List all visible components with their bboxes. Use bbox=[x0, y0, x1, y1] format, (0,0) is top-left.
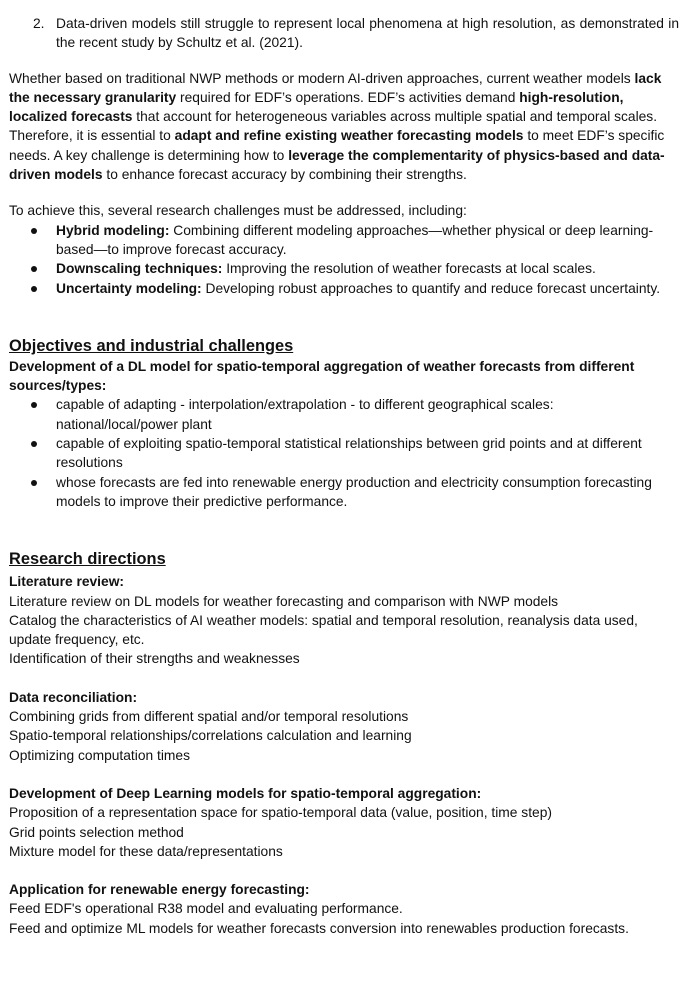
list-item bbox=[9, 259, 679, 278]
item-text: Improving the resolution of weather forecasts at local scales. bbox=[222, 261, 596, 277]
section-title: Application for renewable energy forecasting: bbox=[9, 882, 310, 898]
objectives-list bbox=[9, 395, 679, 511]
section-line: Feed and optimize ML models for weather forecasts conversion into renewables production forecasts. bbox=[9, 920, 629, 936]
bullet-icon bbox=[31, 286, 37, 292]
section-line: Feed EDF's operational R38 model and evaluating performance. bbox=[9, 901, 403, 917]
section-line: Identification of their strengths and weaknesses bbox=[9, 651, 300, 667]
item-label: Uncertainty modeling: bbox=[56, 280, 202, 296]
section-line: Literature review on DL models for weather forecasting and comparison with NWP models bbox=[9, 593, 559, 609]
section-title: Development of Deep Learning models for spatio-temporal aggregation: bbox=[9, 785, 482, 801]
research-section bbox=[9, 572, 679, 668]
bullet-icon bbox=[31, 228, 37, 234]
list-item bbox=[9, 395, 679, 434]
research-section bbox=[9, 880, 679, 938]
section-line: Catalog the characteristics of AI weather models: spatial and temporal resolution, reanalysis data used, update frequency, etc. bbox=[9, 612, 638, 648]
bullet-icon bbox=[31, 480, 37, 486]
list-item bbox=[9, 221, 679, 260]
research-section bbox=[9, 784, 679, 861]
text-run: that account for heterogeneous variables across multiple spatial and temporal scales. Therefore, it is essential to bbox=[9, 109, 658, 144]
section-title: Data reconciliation: bbox=[9, 689, 138, 705]
text-run: required for EDF’s operations. EDF’s activities demand bbox=[176, 89, 520, 105]
list-item bbox=[9, 434, 679, 473]
list-item bbox=[9, 279, 679, 298]
item-label: Downscaling techniques: bbox=[56, 261, 223, 277]
text-run: to meet EDF’s specific needs. A key challenge is determining how to bbox=[9, 128, 665, 163]
section-line: Mixture model for these data/representations bbox=[9, 843, 283, 859]
research-heading: Research directions bbox=[9, 550, 166, 569]
numbered-list-item bbox=[9, 14, 679, 53]
text-run: Whether based on traditional NWP methods or modern AI-driven approaches, current weather models bbox=[9, 70, 635, 86]
bullet-icon bbox=[31, 402, 37, 408]
section-line: Proposition of a representation space for spatio-temporal data (value, position, time step) bbox=[9, 805, 552, 821]
objectives-heading: Objectives and industrial challenges bbox=[9, 336, 294, 355]
objectives-subheading: Development of a DL model for spatio-temporal aggregation of weather forecasts from different sources/types: bbox=[9, 358, 635, 394]
section-line: Optimizing computation times bbox=[9, 747, 190, 763]
bullet-icon bbox=[31, 266, 37, 272]
bold-run: leverage the complementarity of physics-based and data-driven models bbox=[9, 147, 665, 183]
text-run: to enhance forecast accuracy by combining their strengths. bbox=[102, 167, 467, 183]
research-section bbox=[9, 688, 679, 765]
bold-run: lack the necessary granularity bbox=[9, 70, 662, 105]
body-paragraph bbox=[9, 69, 679, 185]
section-line: Spatio-temporal relationships/correlations calculation and learning bbox=[9, 728, 412, 744]
list-item bbox=[9, 473, 679, 512]
list-number: 2. bbox=[33, 16, 45, 31]
section-line: Combining grids from different spatial and/or temporal resolutions bbox=[9, 709, 409, 725]
bullet-icon bbox=[31, 441, 37, 447]
section-title: Literature review: bbox=[9, 574, 125, 590]
challenges-list bbox=[9, 221, 679, 298]
item-text: whose forecasts are fed into renewable energy production and electricity consumption forecasting models to improve their predictive performance. bbox=[56, 474, 652, 509]
bold-run: high-resolution, localized forecasts bbox=[9, 89, 624, 125]
section-line: Grid points selection method bbox=[9, 824, 184, 840]
bold-run: adapt and refine existing weather forecasting models bbox=[174, 128, 524, 144]
item-text: Combining different modeling approaches—whether physical or deep learning-based—to improve forecast accuracy. bbox=[56, 222, 654, 257]
item-label: Hybrid modeling: bbox=[56, 222, 170, 238]
challenges-intro: To achieve this, several research challenges must be addressed, including: bbox=[9, 203, 467, 219]
list-item-text: Data-driven models still struggle to represent local phenomena at high resolution, as demonstrated in the recent study by Schultz et al. (2021). bbox=[56, 16, 679, 51]
item-text: capable of adapting - interpolation/extrapolation - to different geographical scales: national/local/power plant bbox=[56, 397, 554, 432]
item-text: capable of exploiting spatio-temporal statistical relationships between grid points and at different resolutions bbox=[56, 436, 642, 471]
item-text: Developing robust approaches to quantify and reduce forecast uncertainty. bbox=[201, 280, 661, 296]
document-page bbox=[9, 0, 679, 938]
